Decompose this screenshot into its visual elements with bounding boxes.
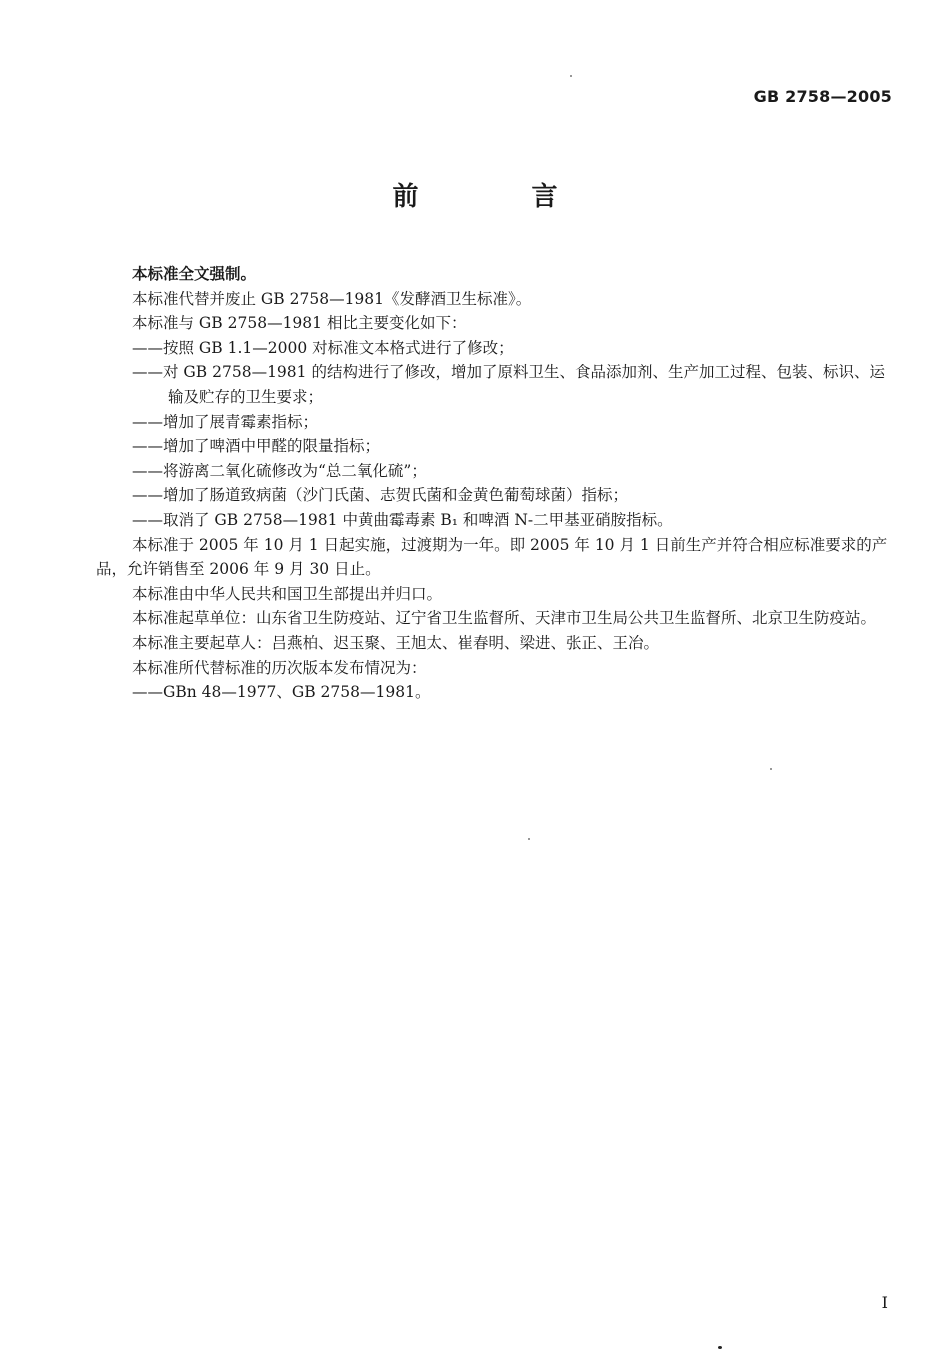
scan-speck <box>570 75 572 77</box>
change-item: ——取消了 GB 2758—1981 中黄曲霉毒素 B₁ 和啤酒 N-二甲基亚硝胺指标。 <box>132 510 673 529</box>
change-item: ——对 GB 2758—1981 的结构进行了修改，增加了原料卫生、食品添加剂、生产加工过程、包装、标识、运输及贮存的卫生要求； <box>132 363 885 406</box>
standard-code: GB 2758—2005 <box>753 87 892 106</box>
paragraph-mandatory: 本标准全文强制。 <box>132 265 257 283</box>
scan-speck <box>528 838 530 840</box>
change-item: ——增加了展青霉素指标； <box>132 412 319 431</box>
page-title: 前 言 <box>392 182 610 212</box>
change-item: ——将游离二氧化硫修改为“总二氧化硫”； <box>132 461 427 480</box>
paragraph-effective-date: 本标准于 2005 年 10 月 1 日起实施，过渡期为一年。即 2005 年 10 月 1 日前生产并符合相应标准要求的产品，允许销售至 2006 年 9 月 30 日止。 <box>96 535 888 579</box>
paragraph-replaces: 本标准代替并废止 GB 2758—1981《发酵酒卫生标准》。 <box>132 289 532 308</box>
change-item: ——增加了啤酒中甲醛的限量指标； <box>132 437 381 456</box>
paragraph-proposer: 本标准由中华人民共和国卫生部提出并归口。 <box>132 584 443 603</box>
paragraph-changes-intro: 本标准与 GB 2758—1981 相比主要变化如下： <box>132 314 467 333</box>
document-body <box>96 262 894 705</box>
paragraph-drafters: 本标准主要起草人：吕燕柏、迟玉聚、王旭太、崔春明、梁进、张正、王冶。 <box>132 633 660 652</box>
paragraph-drafting-units: 本标准起草单位：山东省卫生防疫站、辽宁省卫生监督所、天津市卫生局公共卫生监督所、北京卫生防疫站。 <box>132 609 877 628</box>
page-number: I <box>881 1293 888 1312</box>
change-item: ——增加了肠道致病菌（沙门氏菌、志贺氏菌和金黄色葡萄球菌）指标； <box>132 486 629 505</box>
scan-speck <box>718 1346 722 1349</box>
change-item: ——按照 GB 1.1—2000 对标准文本格式进行了修改； <box>132 338 514 357</box>
scan-speck <box>770 768 772 770</box>
history-item: ——GBn 48—1977、GB 2758—1981。 <box>132 683 431 702</box>
paragraph-history-intro: 本标准所代替标准的历次版本发布情况为： <box>132 658 427 677</box>
